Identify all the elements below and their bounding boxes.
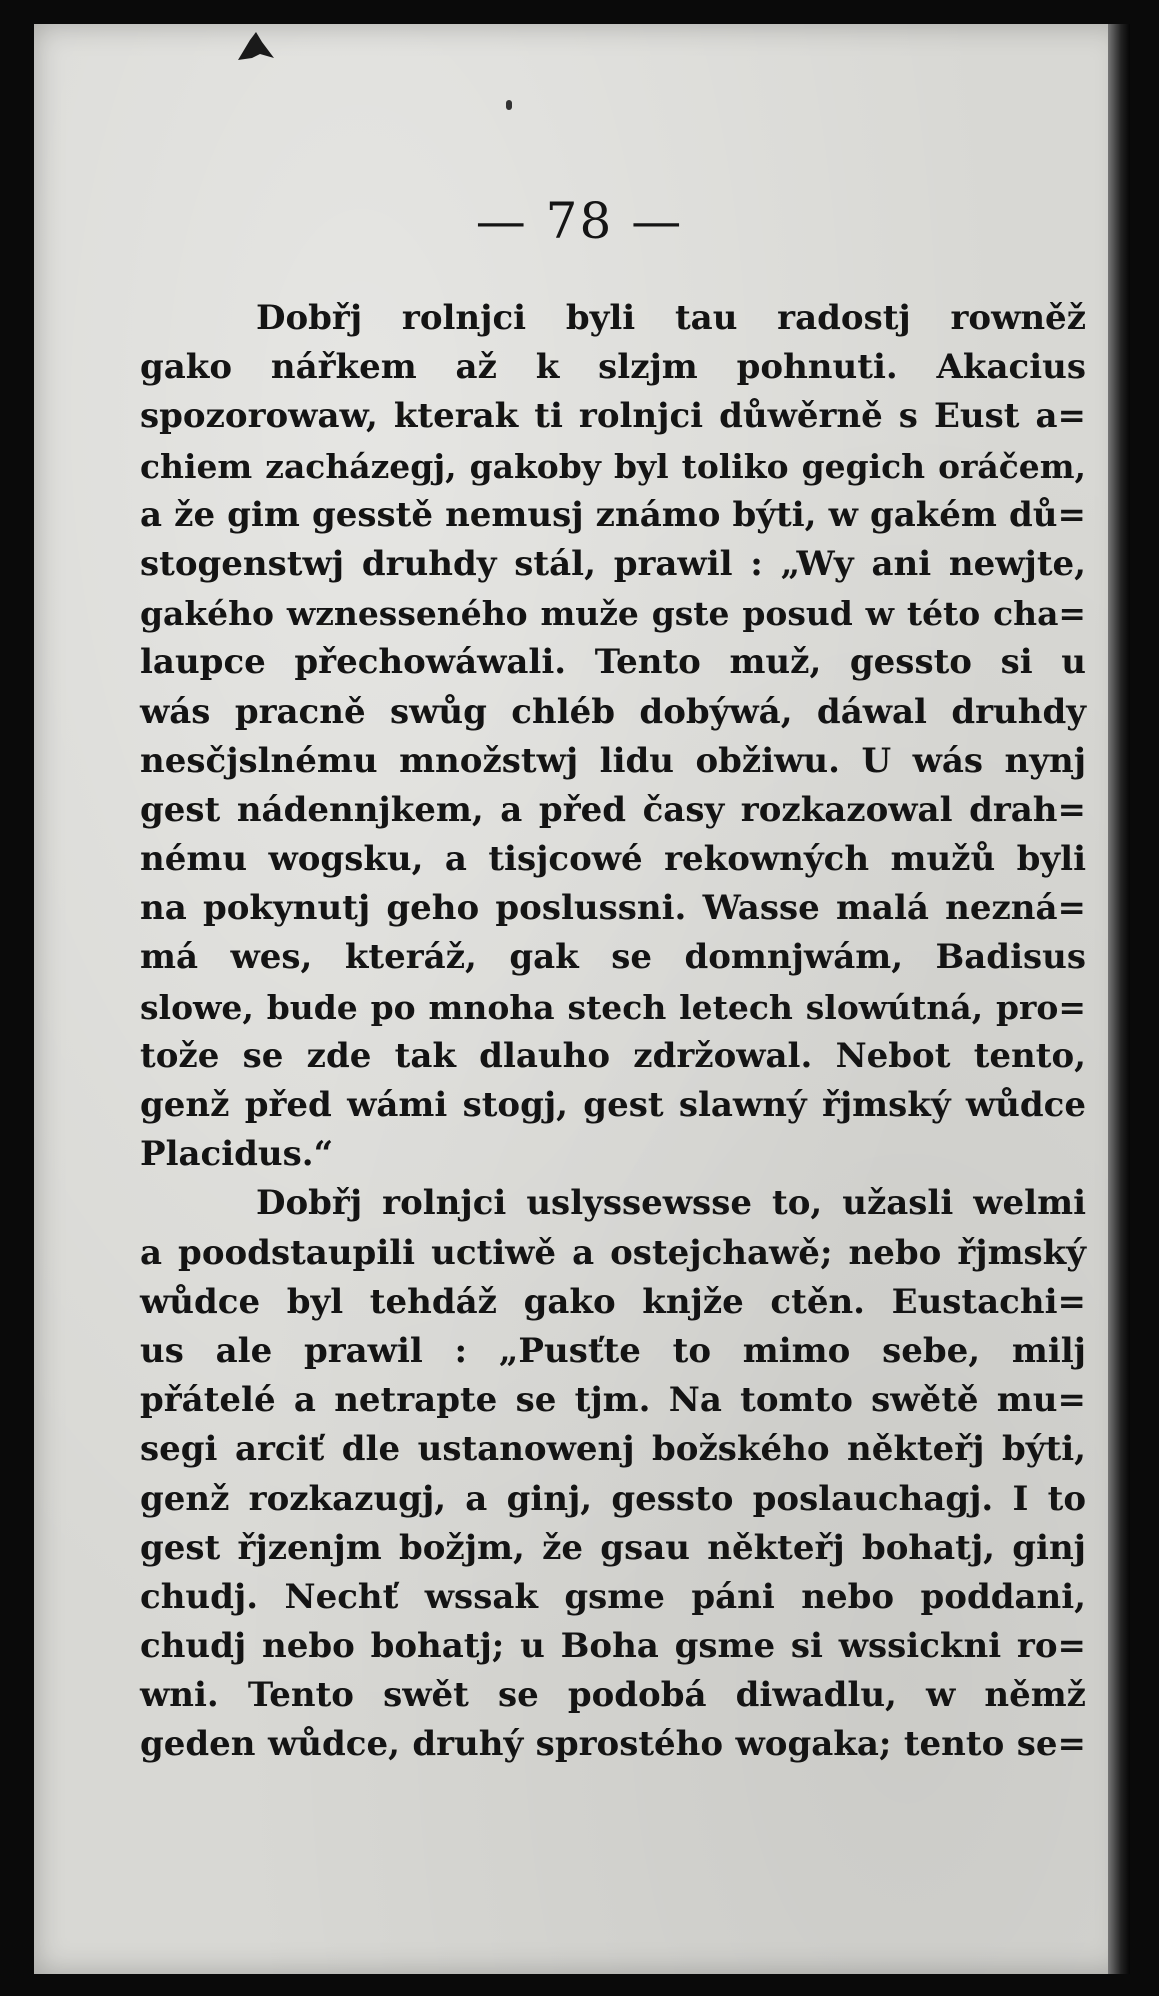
text-line: chudj nebo bohatj; u Boha gsme si wssickni ro= (140, 1626, 1086, 1667)
text-line: má wes, kteráž, gak se domnjwám, Badisus (140, 937, 1086, 978)
text-line: us ale prawil : „Pusťte to mimo sebe, milj (140, 1330, 1086, 1371)
text-line: na pokynutj geho poslussni. Wasse malá nezná= (140, 888, 1086, 929)
text-line: gest nádennjkem, a před časy rozkazowal drah= (140, 789, 1086, 830)
text-line: a že gim gesstě nemusj známo býti, w gakém dů= (140, 494, 1086, 535)
text-line: gakého wznesseného muže gste posud w této cha= (140, 594, 1086, 634)
text-line: wni. Tento swět se podobá diwadlu, w němž (140, 1675, 1086, 1716)
text-line: stogenstwj druhdy stál, prawil : „Wy ani newjte, (140, 543, 1086, 584)
ink-blot-mark (236, 30, 276, 62)
text-line: Placidus.“ (140, 1134, 334, 1175)
text-line: gest řjzenjm božjm, že gsau někteřj bohatj, ginj (140, 1527, 1086, 1568)
text-line: tože se zde tak dlauho zdržowal. Nebot tento, (140, 1035, 1086, 1076)
text-line: a poodstaupili uctiwě a ostejchawě; nebo řjmský (140, 1232, 1086, 1273)
text-line: wás pracně swůg chléb dobýwá, dáwal druhdy (140, 691, 1086, 732)
text-line: segi arciť dle ustanowenj božského někteřj býti, (140, 1429, 1086, 1470)
text-line: Dobřj rolnjci byli tau radostj rowněž (256, 298, 1086, 338)
text-line: nému wogsku, a tisjcowé rekowných mužů byli (140, 839, 1086, 880)
text-line: nesčjslnému množstwj lidu obžiwu. U wás nynj (140, 740, 1086, 781)
text-line: chiem zacházegj, gakoby byl toliko gegich oráčem, (140, 446, 1086, 486)
text-line: genž rozkazugj, a ginj, gessto poslauchagj. I to (140, 1478, 1086, 1519)
body-text (140, 294, 1086, 1770)
text-line: genž před wámi stogj, gest slawný řjmský wůdce (140, 1085, 1086, 1125)
text-line: spozorowaw, kterak ti rolnjci důwěrně s Eust a= (140, 396, 1086, 437)
text-line: laupce přechowáwali. Tento muž, gessto si u (140, 642, 1086, 683)
text-line: přátelé a netrapte se tjm. Na tomto swětě mu= (140, 1380, 1086, 1421)
text-line: geden wůdce, druhý sprostého wogaka; tento se= (140, 1724, 1086, 1765)
text-line: slowe, bude po mnoha stech letech slowútná, pro= (140, 987, 1086, 1027)
text-line: chudj. Nechť wssak gsme páni nebo poddani, (140, 1576, 1086, 1617)
text-line: gako nářkem až k slzjm pohnuti. Akacius (140, 347, 1086, 388)
text-line: wůdce byl tehdáž gako knjže ctěn. Eustachi= (140, 1281, 1086, 1322)
page-number: — 78 — (475, 192, 684, 250)
ink-speck (506, 100, 512, 110)
page-edge-shadow (1108, 24, 1130, 1974)
text-line: Dobřj rolnjci uslyssewsse to, užasli welmi (256, 1183, 1086, 1224)
